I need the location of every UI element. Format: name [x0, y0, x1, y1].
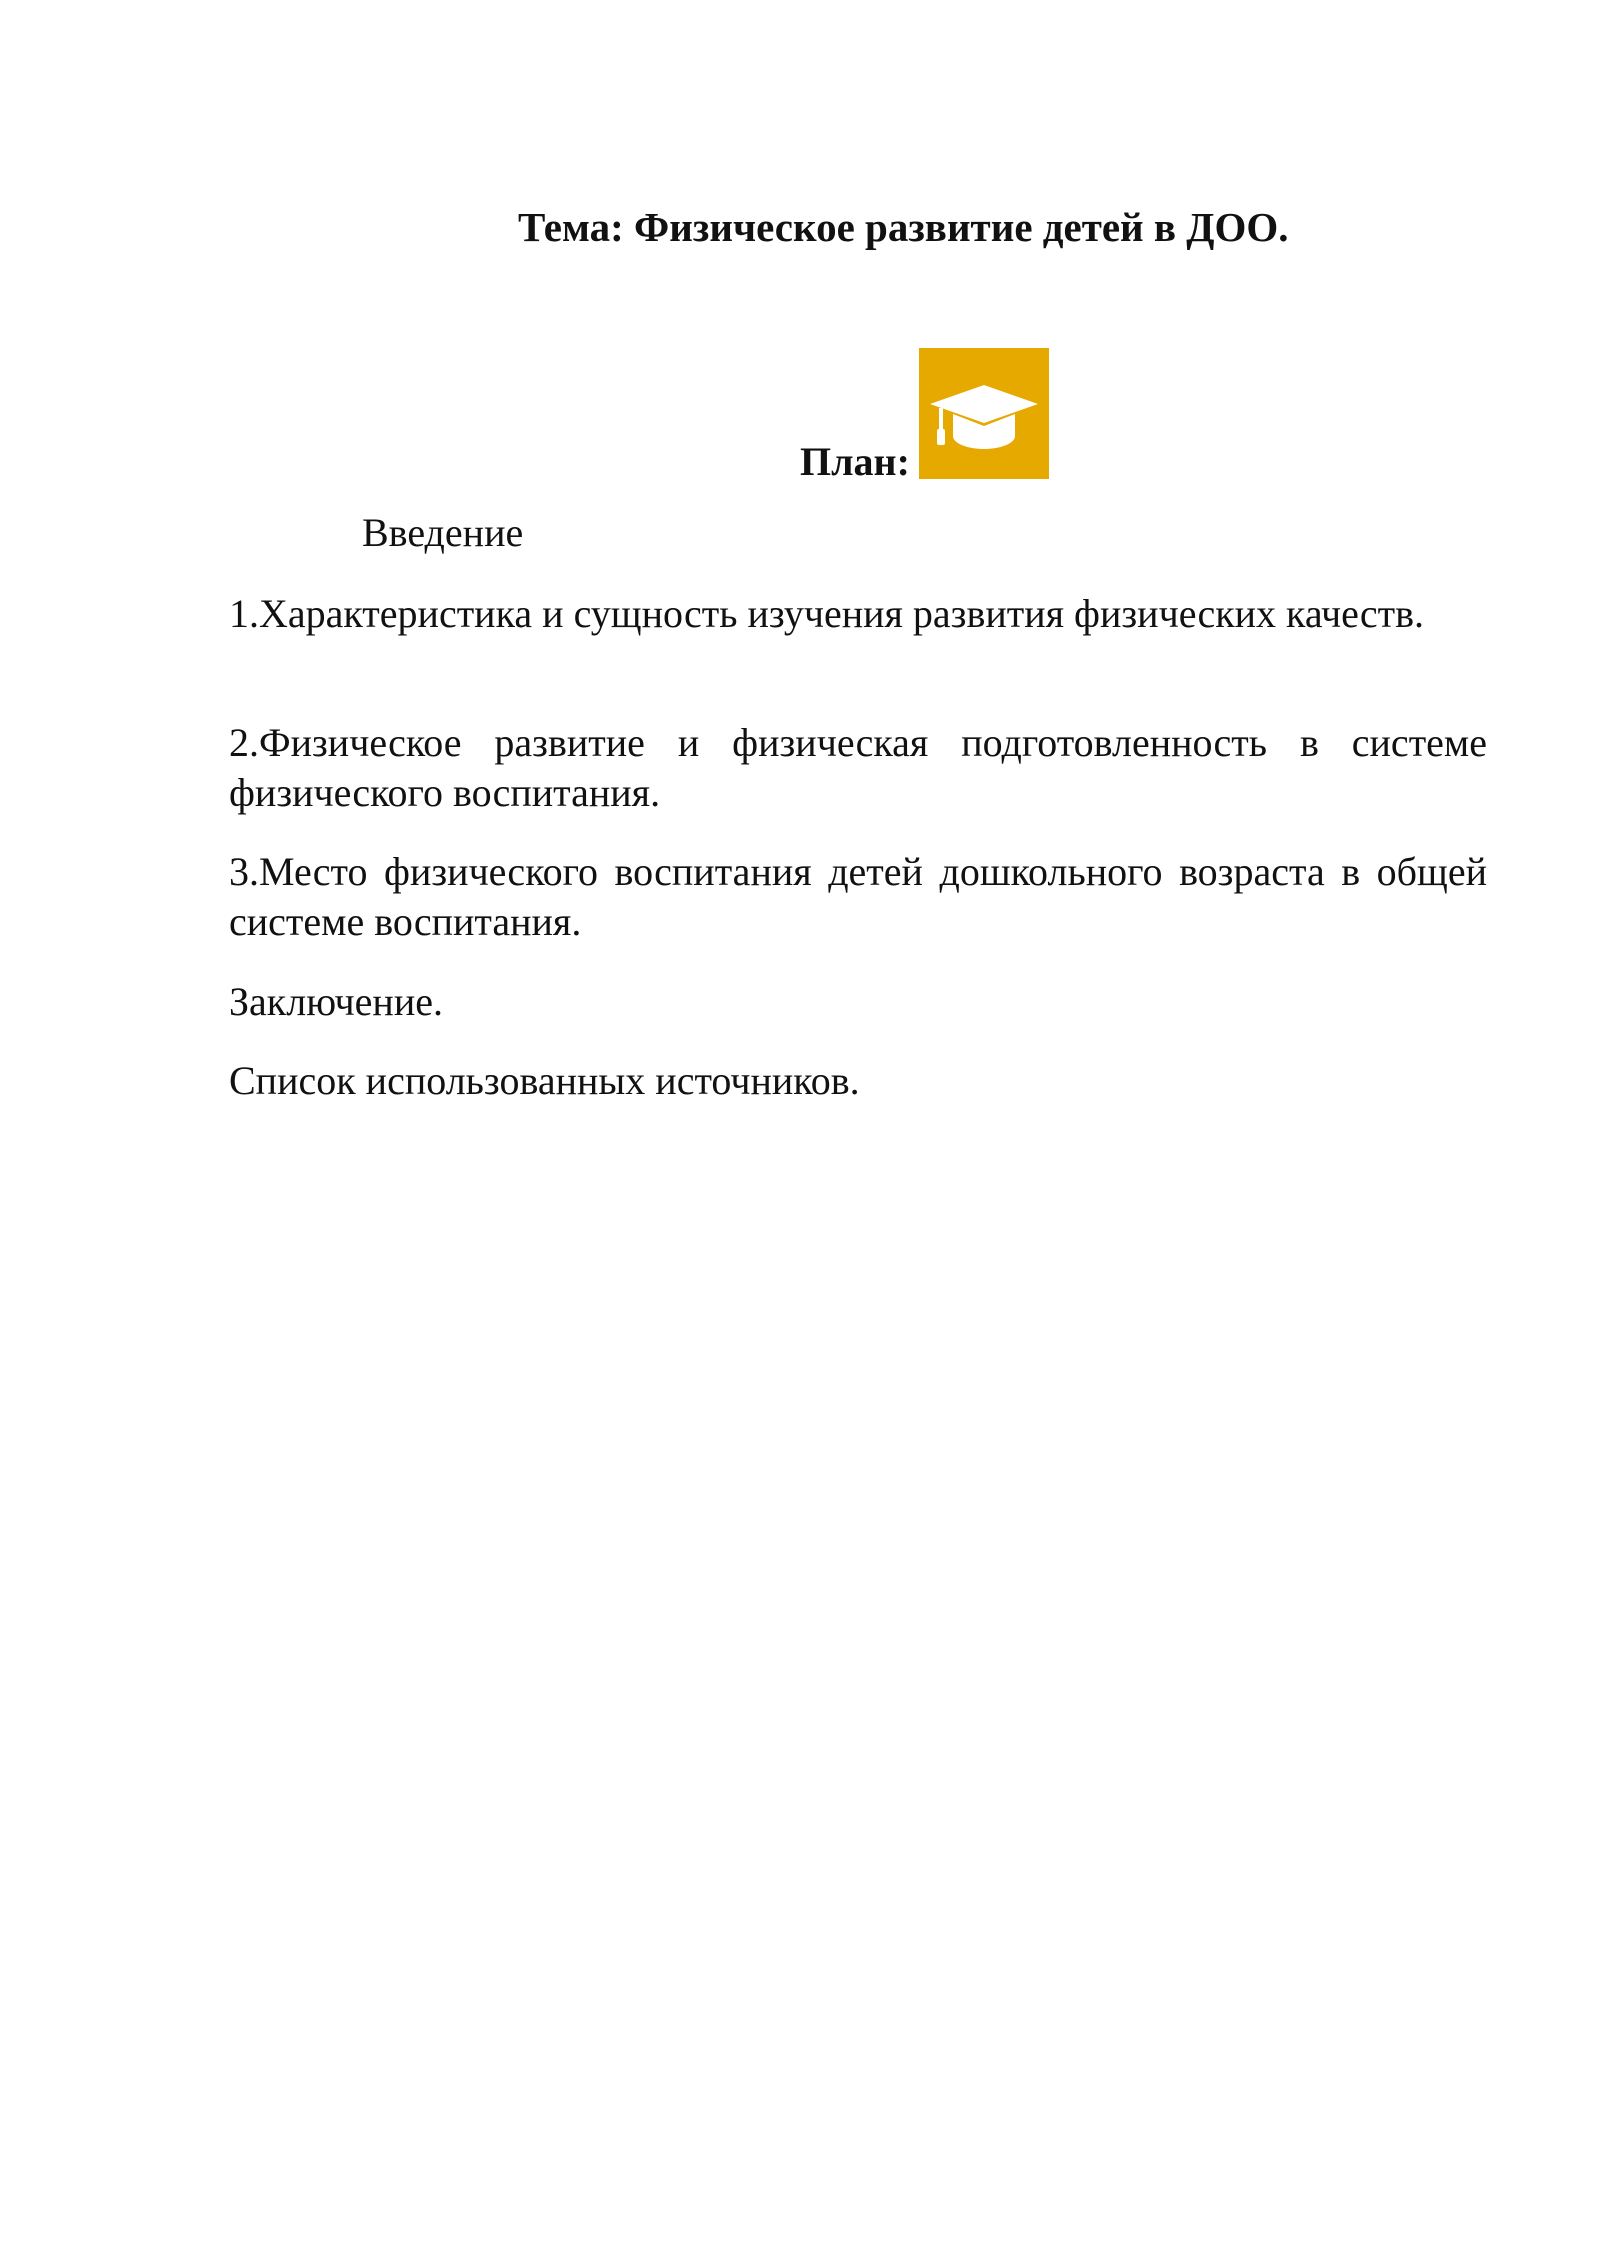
intro-heading: Введение	[362, 510, 524, 555]
plan-heading-row	[0, 348, 1600, 488]
plan-label: План:	[800, 439, 910, 484]
plan-item: 1.Характеристика и сущность изучения развития физических качеств.	[229, 591, 1425, 636]
plan-item: 2.Физическое развитие и физическая подготовленность в системе физического воспитания.	[229, 720, 1487, 815]
graduation-cap-icon	[919, 348, 1049, 479]
conclusion-heading: Заключение.	[229, 979, 443, 1024]
plan-item: 3.Место физического воспитания детей дошкольного возраста в общей системе воспитания.	[229, 849, 1487, 944]
document-title: Тема: Физическое развитие детей в ДОО.	[518, 204, 1289, 250]
sources-heading: Список использованных источников.	[229, 1058, 860, 1103]
